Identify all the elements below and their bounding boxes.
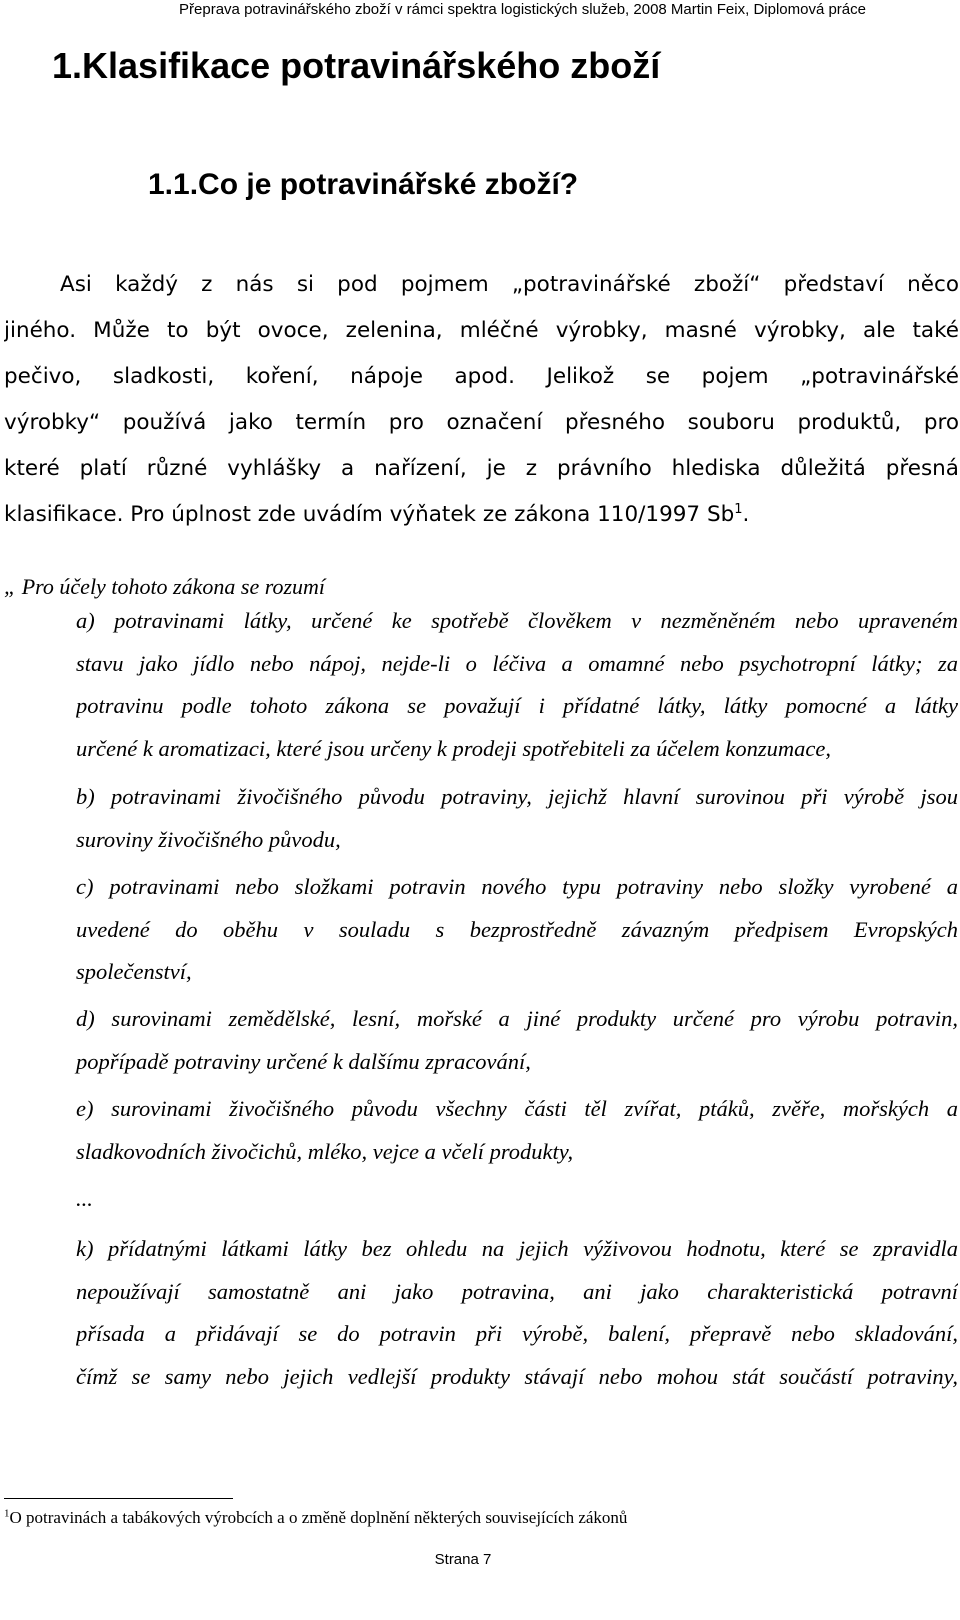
law-item-c (76, 866, 958, 994)
law-item-b (76, 776, 958, 861)
law-item-line: přísada a přidávají se do potravin při výrobě, balení, přepravě nebo skladování, (76, 1321, 958, 1346)
footnote (4, 1506, 627, 1530)
chapter-heading: 1.Klasifikace potravinářského zboží (52, 45, 661, 86)
law-item-e (76, 1088, 958, 1173)
intro-line-end: . (742, 502, 750, 527)
quote-opening: „ Pro účely tohoto zákona se rozumí (4, 574, 326, 599)
footnote-reference[interactable]: 1 (734, 501, 743, 517)
intro-last-line (4, 492, 959, 538)
law-item-line: a) potravinami látky, určené ke spotřebě člověkem v nezměněném nebo upraveném (76, 608, 958, 633)
intro-paragraph (4, 262, 959, 538)
law-item-d (76, 998, 958, 1083)
law-item-line: e) surovinami živočišného původu všechny části těl zvířat, ptáků, zvěře, mořských a (76, 1096, 958, 1121)
law-item-line: k) přídatnými látkami látky bez ohledu na jejich výživovou hodnotu, které se zpravidla (76, 1236, 958, 1261)
intro-line: výrobky“ používá jako termín pro označení přesného souboru produktů, pro (4, 410, 959, 435)
intro-line: jiného. Může to být ovoce, zelenina, mléčné výrobky, masné výrobky, ale také (4, 318, 959, 343)
law-item-line: uvedené do oběhu v souladu s bezprostředně závazným předpisem Evropských (76, 916, 958, 942)
law-item-line: potravinu podle tohoto zákona se považují i přídatné látky, látky pomocné a látky (76, 693, 958, 718)
law-item-a (76, 600, 958, 770)
law-item-line: sladkovodních živočichů, mléko, vejce a včelí produkty, (76, 1138, 574, 1164)
footnote-separator (4, 1498, 233, 1499)
intro-line: které platí různé vyhlášky a nařízení, je z právního hlediska důležitá přesná (4, 456, 959, 481)
law-item-k (76, 1228, 958, 1398)
intro-line: klasifikace. Pro úplnost zde uvádím výňatek ze zákona 110/1997 Sb (4, 502, 735, 527)
law-item-line: společenství, (76, 959, 192, 984)
law-item-line: d) surovinami zemědělské, lesní, mořské a jiné produkty určené pro výrobu potravin, (76, 1006, 958, 1031)
law-item-line: čímž se samy nebo jejich vedlejší produkty stávají nebo mohou stát součástí potraviny, (76, 1363, 958, 1389)
running-header: Přeprava potravinářského zboží v rámci spektra logistických služeb, 2008 Martin Feix, Diplomová práce (179, 1, 866, 18)
law-item-line: suroviny živočišného původu, (76, 826, 341, 852)
law-item-line: b) potravinami živočišného původu potraviny, jejichž hlavní surovinou při výrobě jsou (76, 784, 958, 809)
law-item-line: popřípadě potraviny určené k dalšímu zpracování, (76, 1048, 531, 1074)
intro-line: pečivo, sladkosti, koření, nápoje apod. Jelikož se pojem „potravinářské (4, 364, 959, 389)
intro-line: Asi každý z nás si pod pojmem „potravinářské zboží“ představí něco (60, 272, 959, 297)
law-item-line: ... (76, 1186, 93, 1211)
law-item-line: určené k aromatizaci, které jsou určeny k prodeji spotřebiteli za účelem konzumace, (76, 735, 832, 761)
law-item-line: c) potravinami nebo složkami potravin nového typu potraviny nebo složky vyrobené a (76, 874, 958, 899)
footnote-marker: 1 (4, 1507, 10, 1520)
footnote-text: O potravinách a tabákových výrobcích a o změně doplnění některých souvisejících zákonů (9, 1508, 628, 1527)
page-number: Strana 7 (434, 1551, 492, 1568)
section-heading: 1.1.Co je potravinářské zboží? (148, 168, 579, 201)
law-item-line: stavu jako jídlo nebo nápoj, nejde-li o léčiva a omamné nebo psychotropní látky; za (76, 650, 958, 676)
law-item-line: nepoužívají samostatně ani jako potravina, ani jako charakteristická potravní (76, 1278, 958, 1304)
law-item-ellipsis (76, 1178, 958, 1221)
